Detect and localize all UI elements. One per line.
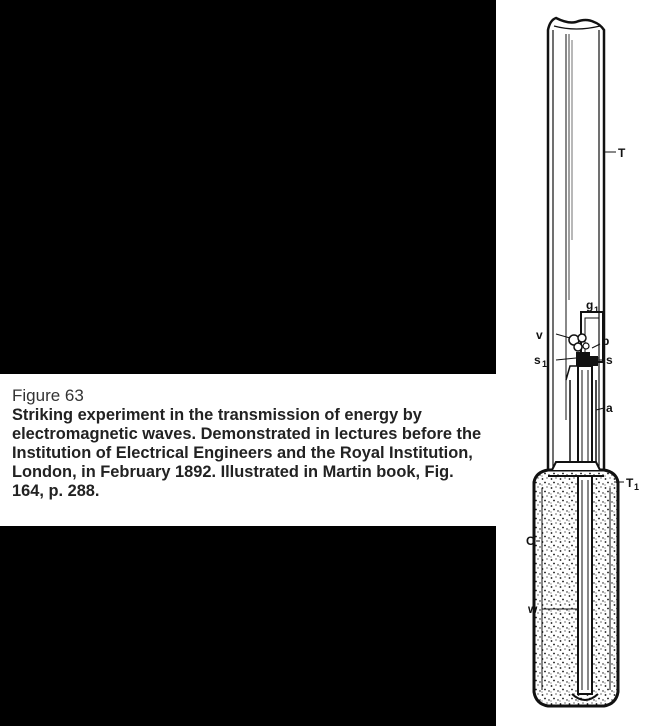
label-s: s — [606, 353, 613, 367]
label-g1-sub: 1 — [594, 305, 600, 315]
black-panel-bottom — [0, 526, 496, 726]
label-v: v — [536, 328, 543, 342]
label-g1: g — [586, 298, 594, 312]
caption-box — [0, 374, 496, 526]
label-C: C — [526, 534, 535, 548]
label-a: a — [606, 401, 613, 415]
black-panel-top — [0, 0, 496, 374]
label-T: T — [618, 146, 626, 160]
label-s1-sub: 1 — [542, 359, 548, 369]
label-p: p — [602, 334, 610, 348]
figure-label: Figure 63 — [12, 386, 84, 405]
label-T1: T — [626, 476, 634, 490]
tube-diagram — [496, 0, 669, 726]
figure-panel — [496, 0, 669, 726]
label-w: w — [528, 602, 538, 616]
figure-caption: Striking experiment in the transmission of energy by electromagnetic waves. Demonstrated in lectures before the Institution of Electrical Engineers and the Royal Institution, London, in February 1892. Illustrated in Martin book, Fig. 164, p. 288. — [12, 406, 482, 500]
lower-cap — [534, 462, 618, 706]
label-s1: s — [534, 353, 541, 367]
label-T1-sub: 1 — [634, 482, 640, 492]
